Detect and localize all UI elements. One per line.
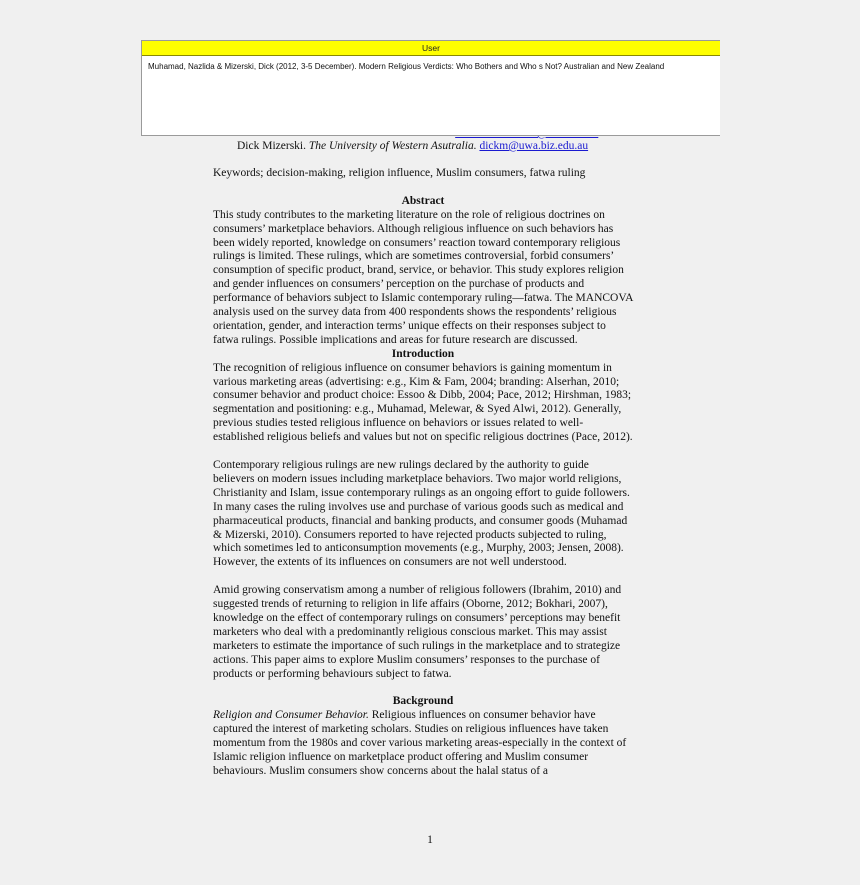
comment-author-header: User bbox=[142, 41, 720, 56]
introduction-paragraph-1: The recognition of religious influence on consumer behaviors is gaining momentum in various marketing areas (advertising: e.g., Kim & Fam, 2004; branding: Alserhan, 2010; consumer behavior and product choice: Essoo & Dibb, 2004; Pace, 2012; Hirshman, 1983; segmentation and positioning: e.g., Muhamad, Melewar, & Syed Alwi, 2012). Generally, previous studies tested religious influence on behaviors or issues related to well-established religious beliefs and values but not on specific religious doctrines (Pace, 2012). bbox=[213, 361, 633, 444]
author-2-affiliation: The University of Western Asutralia. bbox=[308, 140, 477, 152]
page-number: 1 bbox=[427, 834, 433, 846]
author-2-email-link[interactable]: dickm@uwa.biz.edu.au bbox=[479, 140, 589, 152]
comment-popup[interactable] bbox=[141, 40, 720, 136]
body-column bbox=[213, 167, 633, 779]
author-2-name: Dick Mizerski. bbox=[237, 140, 306, 152]
introduction-paragraph-2: Contemporary religious rulings are new rulings declared by the authority to guide believers on modern issues including marketplace behaviors. Two major world religions, Christianity and Islam, issue contemporary rulings as an ongoing effort to guide followers. In many cases the ruling involves use and purchase of various goods such as medical and pharmaceutical products, financial and banking products, and consumer goods (Muhamad & Mizerski, 2010). Consumers reported to have rejected products subjected to ruling, which sometimes led to anticonsumption movements (e.g., Murphy, 2003; Jensen, 2008). However, the extents of its influences on consumers are not well understood. bbox=[213, 459, 630, 569]
abstract-heading: Abstract bbox=[401, 194, 445, 207]
background-lead: Religion and Consumer Behavior. bbox=[213, 709, 369, 722]
background-paragraph bbox=[213, 709, 633, 779]
keywords: Keywords; decision-making, religion influence, Muslim consumers, fatwa ruling bbox=[213, 167, 586, 179]
background-heading: Background bbox=[392, 695, 454, 708]
abstract-text: This study contributes to the marketing literature on the role of religious doctrines on consumers’ marketplace behaviors. Although religious influence on such behaviors has been widely reported, knowledge on consumers’ reaction toward contemporary religious rulings is limited. These rulings, which are sometimes controversial, forbid consumers’ consumption of specific product, brand, service, or behavior. This study explores religion and gender influences on consumers’ perception on the purchase of products and performance of behaviors subject to Islamic contemporary ruling—fatwa. The MANCOVA analysis used on the survey data from 400 respondents shows the respondents’ religious orientation, gender, and interaction terms’ unique effects on their responses subject to fatwa rulings. Possible implications and areas for future research are discussed. bbox=[213, 208, 633, 346]
introduction-heading: Introduction bbox=[391, 347, 455, 360]
author-line-2 bbox=[237, 139, 657, 153]
introduction-paragraph-3: Amid growing conservatism among a number of religious followers (Ibrahim, 2010) and suggested trends of returning to religion in life affairs (Oborne, 2012; Bokhari, 2007), knowledge on the effect of contemporary rulings on consumers’ perceptions may benefit marketers who deal with a predominantly religious conscious market. This may assist marketers to estimate the importance of such rulings in the marketplace and to strategize actions. This paper aims to explore Muslim consumers’ responses to the purchase of products or performing behaviours subject to fatwa. bbox=[213, 584, 622, 680]
background-text: Religious influences on consumer behavior have captured the interest of marketing scholars. Studies on religious influences have taken momentum from the 1980s and cover various marketing areas-especially in the context of Islamic religion influence on marketplace product offering and Muslim consumer behaviours. Muslim consumers show concerns about the halal status of a bbox=[213, 709, 627, 777]
comment-text: Muhamad, Nazlida & Mizerski, Dick (2012, 3-5 December). Modern Religious Verdicts: Who Bothers and Who s Not? Australian and New Zealand bbox=[148, 62, 665, 71]
